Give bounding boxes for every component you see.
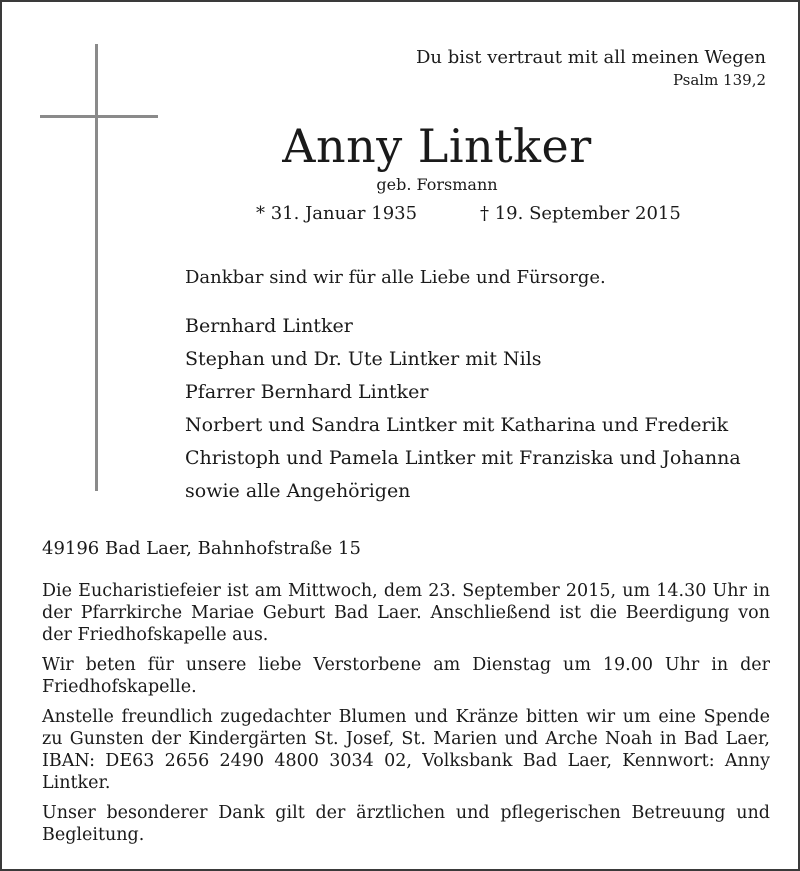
cross-horizontal-beam (40, 115, 158, 118)
mourner-entry: sowie alle Angehörigen (185, 480, 411, 502)
prayer-paragraph: Wir beten für unsere liebe Verstorbene am Dienstag um 19.00 Uhr in der Friedhofskapelle. (42, 655, 770, 697)
death-date: † 19. September 2015 (480, 203, 681, 224)
mourner-entry: Bernhard Lintker (185, 315, 353, 337)
quote-text: Du bist vertraut mit all meinen Wegen (416, 47, 766, 68)
birth-name: geb. Forsmann (376, 175, 498, 194)
birth-date: * 31. Januar 1935 (256, 203, 418, 224)
mourner-entry: Norbert und Sandra Lintker mit Katharina und Frederik (185, 414, 729, 436)
family-address: 49196 Bad Laer, Bahnhofstraße 15 (42, 538, 361, 559)
mourners-list (185, 310, 741, 508)
mourner-entry: Stephan und Dr. Ute Lintker mit Nils (185, 348, 542, 370)
quote-reference: Psalm 139,2 (672, 71, 766, 89)
service-information (42, 580, 770, 854)
mourner-entry: Christoph und Pamela Lintker mit Franziska und Johanna (185, 447, 741, 469)
thanks-paragraph: Unser besonderer Dank gilt der ärztlichen und pflegerischen Betreuung und Begleitung. (42, 803, 770, 845)
bible-quote (416, 46, 766, 90)
cross-vertical-beam (95, 44, 98, 491)
mourner-entry: Pfarrer Bernhard Lintker (185, 381, 429, 403)
funeral-mass-paragraph: Die Eucharistiefeier ist am Mittwoch, dem 23. September 2015, um 14.30 Uhr in der Pfarrkirche Mariae Geburt Bad Laer. Anschließend ist die Beerdigung von der Friedhofskapelle aus. (42, 581, 770, 645)
gratitude-line: Dankbar sind wir für alle Liebe und Fürsorge. (185, 267, 606, 288)
deceased-name: Anny Lintker (282, 119, 592, 173)
donation-paragraph: Anstelle freundlich zugedachter Blumen und Kränze bitten wir um eine Spende zu Gunsten der Kindergärten St. Josef, St. Marien und Arche Noah in Bad Laer, IBAN: DE63 2656 2490 4800 3034 02, Volksbank Bad Laer, Kennwort: Anny Lintker. (42, 707, 770, 793)
